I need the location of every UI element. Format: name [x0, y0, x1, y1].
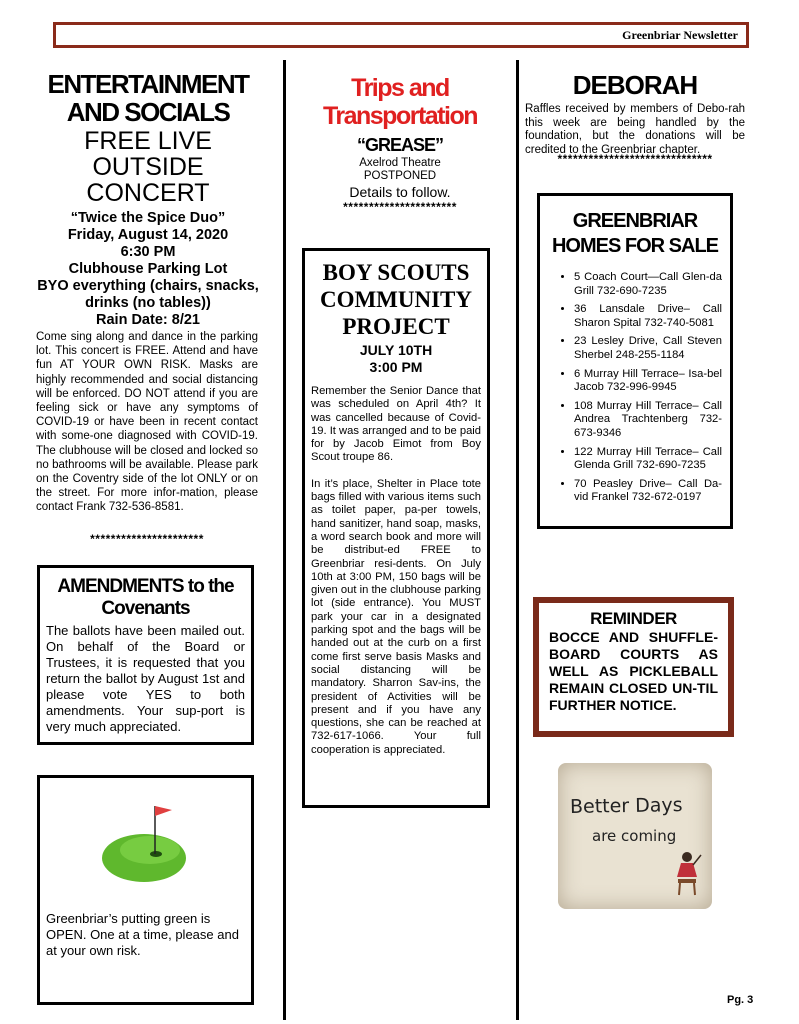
grease-info: [300, 157, 500, 183]
newsletter-title: Greenbriar Newsletter: [622, 28, 738, 42]
column-divider: [516, 60, 519, 1020]
star-divider: ******************************: [557, 152, 713, 166]
reminder-body: BOCCE AND SHUFFLE-BOARD COURTS AS WELL AS PICKLEBALL REMAIN CLOSED UN-TIL FURTHER NOTICE.: [549, 629, 718, 713]
scouts-date-line: JULY 10TH: [359, 342, 433, 358]
grease-follow: Details to follow.: [349, 184, 451, 200]
putting-green-box: [37, 775, 254, 1005]
concert-details: [30, 210, 266, 329]
deborah-heading: DEBORAH: [572, 70, 698, 100]
concert-rain-date: Rain Date: 8/21: [96, 312, 200, 328]
entertainment-heading: ENTERTAINMENT AND SOCIALS: [47, 69, 249, 127]
star-divider: **********************: [90, 532, 204, 546]
newsletter-header: [53, 22, 749, 48]
grease-status: POSTPONED: [363, 170, 437, 182]
page-number: Pg. 3: [727, 994, 754, 1006]
list-item: • 23 Lesley Drive, Call Steven Sherbel 248-255-1184: [574, 335, 722, 362]
grease-title: “GREASE”: [356, 135, 444, 155]
homes-for-sale-box: [537, 193, 733, 529]
list-item: • 108 Murray Hill Terrace– Call Andrea Trachtenberg 732-673-9346: [574, 400, 722, 441]
column-divider: [283, 60, 286, 1020]
deborah-body: Raffles received by members of Debo-rah this week are being handled by the foundation, but the donations will be credited to the Greenbriar chapter.: [525, 103, 745, 156]
scouts-paragraph: In it’s place, Shelter in Place tote bags filled with various items such as toilet paper, pa-per towels, hand sanitizer, hand soap, masks, a word search book and more will be distribut-ed FREE to Greenbriar resi-dents. On July 10th at 3:00 PM, 150 bags will be given out in the clubhouse parking lot (side entrance). You MUST park your car in a designated parking spot and the bags will be handed out at the curb on a first come first serve basis Masks and social distancing will be mandatory. Sharron Sav-ins, the president of Activities will be present and if you have any questions, she can be reached at 732-617-1066. Your full cooperation is appreciated.: [311, 477, 481, 756]
list-item: • 5 Coach Court—Call Glen-da Grill 732-690-7235: [574, 271, 722, 298]
amendments-heading: AMENDMENTS to the Covenants: [57, 576, 234, 619]
boy-scouts-date: [305, 342, 487, 376]
concert-time: 6:30 PM: [120, 244, 176, 260]
boy-scouts-box: [302, 248, 490, 808]
boy-scouts-body: [305, 376, 487, 757]
list-item: • 36 Lansdale Drive– Call Sharon Spital 732-740-5081: [574, 303, 722, 330]
putting-green-text: Greenbriar’s putting green is OPEN. One at a time, please and at your own risk.: [46, 911, 239, 958]
concert-location: Clubhouse Parking Lot: [68, 261, 228, 277]
better-days-image: [558, 763, 712, 909]
amendments-box: [37, 565, 254, 745]
scouts-time-line: 3:00 PM: [369, 359, 423, 375]
girl-on-stool-icon: [672, 849, 706, 897]
list-item: • 122 Murray Hill Terrace– Call Glenda Grill 732-690-7235: [574, 446, 722, 473]
amendments-body: The ballots have been mailed out. On behalf of the Board or Trustees, it is requested that you return the ballot by August 1st and please vote YES to both amendments. Your sup-port is very much appreciated.: [46, 623, 245, 734]
list-item: • 6 Murray Hill Terrace– Isa-bel Jacob 732-996-9945: [574, 368, 722, 395]
scouts-paragraph: Remember the Senior Dance that was scheduled on April 4th? It was cancelled because of Covid-19. It was arranged and to be paid for by Jacob Eimot from Boy Scout troupe 86.: [311, 385, 481, 464]
putting-green-icon: [92, 798, 202, 888]
star-divider: **********************: [343, 200, 457, 214]
better-days-line-2: are coming: [592, 827, 677, 845]
list-item: • 70 Peasley Drive– Call Da-vid Frankel 732-672-0197: [574, 478, 722, 505]
concert-date: Friday, August 14, 2020: [67, 227, 229, 243]
concert-title: FREE LIVE OUTSIDE CONCERT: [84, 127, 212, 207]
reminder-box: [533, 597, 734, 737]
concert-byo: BYO everything (chairs, snacks, drinks (no tables)): [37, 278, 259, 311]
better-days-line-1: Better Days: [569, 794, 683, 818]
grease-venue: Axelrod Theatre: [359, 157, 441, 169]
reminder-border: [539, 603, 728, 731]
trips-heading: Trips and Transportation: [322, 74, 477, 130]
homes-heading: GREENBRIAR HOMES FOR SALE: [551, 210, 718, 257]
homes-list: [574, 271, 722, 505]
boy-scouts-heading: BOY SCOUTS COMMUNITY PROJECT: [319, 260, 473, 339]
reminder-heading: REMINDER: [590, 609, 677, 628]
concert-description: Come sing along and dance in the parking lot. This concert is FREE. Attend and have fun AT YOUR OWN RISK. Masks are highly recommended and social distancing will be enforced. DO NOT attend if you are feeling sick or have any symptoms of COVID-19 or have been in recent contact with some-one diagnosed with COVID-19. The clubhouse will be closed and locked so no bathrooms will be available. Please park on the Coventry side of the lot ONLY or on the street. For more infor-mation, please contact Frank 732-536-8581.: [36, 331, 258, 514]
concert-band: “Twice the Spice Duo”: [70, 210, 226, 226]
